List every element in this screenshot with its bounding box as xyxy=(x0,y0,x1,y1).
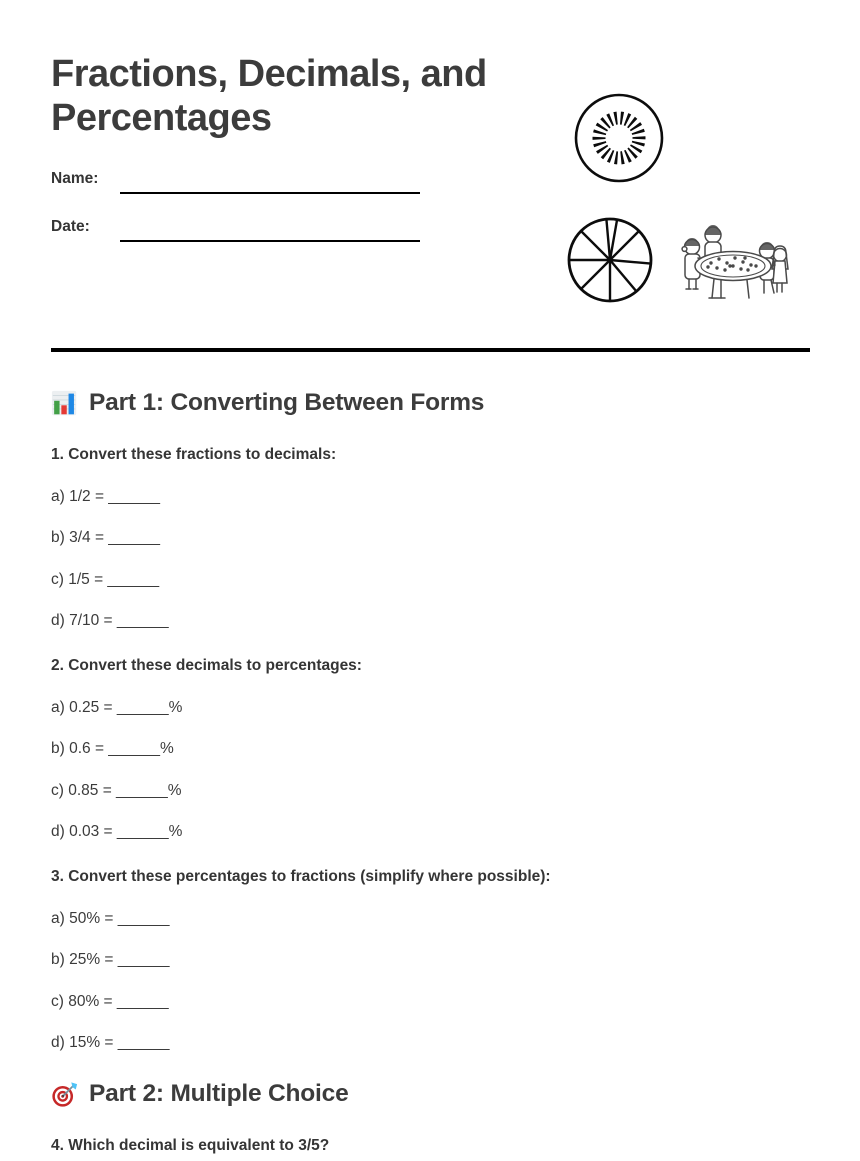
question-1-item-c: c) 1/5 = ______ xyxy=(51,570,160,588)
part-2-heading-label: Part 2: Multiple Choice xyxy=(89,1080,349,1107)
worksheet-header xyxy=(0,0,860,348)
part-1-heading xyxy=(51,388,810,418)
worksheet-body xyxy=(0,388,860,1156)
question-2-item-c: c) 0.85 = ______% xyxy=(51,781,182,799)
question-1-item-d: d) 7/10 = ______ xyxy=(51,612,169,629)
part-1-heading-label: Part 1: Converting Between Forms xyxy=(89,389,485,416)
part-2-heading xyxy=(51,1079,810,1109)
kiwi-slice-icon xyxy=(576,95,662,181)
date-label: Date: xyxy=(51,218,90,235)
kids-sharing-pizza-icon xyxy=(682,225,788,298)
question-3-item-a: a) 50% = ______ xyxy=(51,909,170,927)
dart-target-icon xyxy=(51,1081,78,1108)
name-label: Name: xyxy=(51,170,99,187)
question-1-item-b: b) 3/4 = ______ xyxy=(51,529,161,546)
fraction-pie-icon xyxy=(569,219,651,301)
question-2-item-a: a) 0.25 = ______% xyxy=(51,698,183,716)
question-3-item-d: d) 15% = ______ xyxy=(51,1034,170,1051)
page-title: Fractions, Decimals, and Percentages xyxy=(51,53,487,139)
bar-chart-icon xyxy=(51,390,78,417)
section-divider-rule xyxy=(51,348,810,352)
question-2-prompt: 2. Convert these decimals to percentages: xyxy=(51,657,362,674)
date-blank-line xyxy=(120,220,420,242)
question-3-prompt: 3. Convert these percentages to fractions (simplify where possible): xyxy=(51,868,551,885)
question-3-item-c: c) 80% = ______ xyxy=(51,992,169,1010)
question-2-item-d: d) 0.03 = ______% xyxy=(51,823,183,840)
question-1-item-a: a) 1/2 = ______ xyxy=(51,487,161,505)
question-4-prompt: 4. Which decimal is equivalent to 3/5? xyxy=(51,1137,330,1154)
question-1-prompt: 1. Convert these fractions to decimals: xyxy=(51,446,337,463)
name-blank-line xyxy=(120,172,420,194)
question-3-item-b: b) 25% = ______ xyxy=(51,951,170,968)
question-2-item-b: b) 0.6 = ______% xyxy=(51,740,174,757)
decorative-art xyxy=(560,92,810,307)
